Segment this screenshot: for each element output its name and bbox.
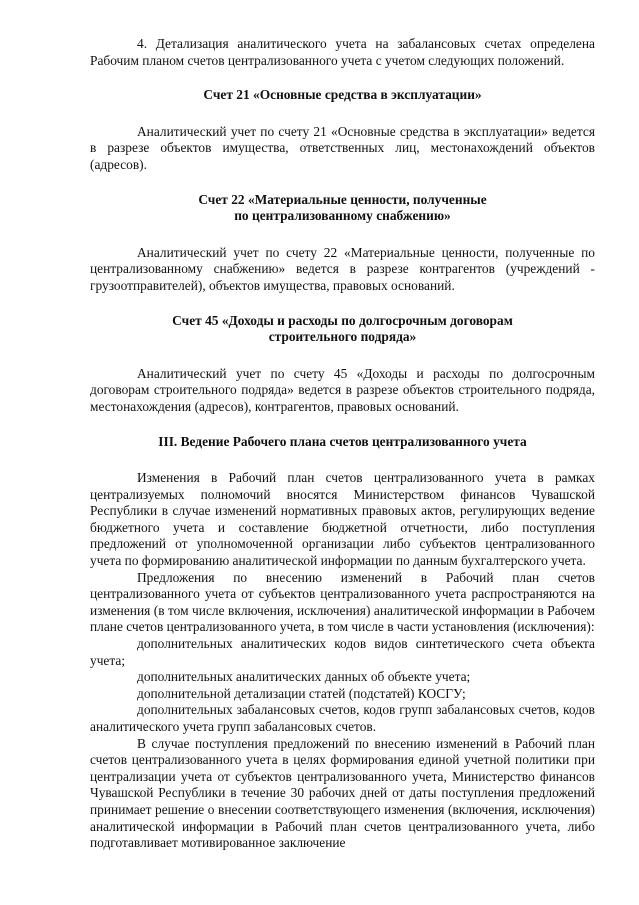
chapter-paragraph: Изменения в Рабочий план счетов централизованного учета в рамках централизуемых полномочий вносятся Министерством финансов Чувашской Республики в случае изменений нормативных правовых актов, регулирующих ведение бюджетного учета и составление бюджетной отчетности, либо поступления предложений от уполномоченной организации либо субъектов централизованного учета по формированию аналитической информации по данным бухгалтерского учета. bbox=[90, 470, 595, 569]
section-heading-account-21 bbox=[90, 87, 595, 104]
chapter-paragraph: Предложения по внесению изменений в Рабочий план счетов централизованного учета от субъектов централизованного учета распространяются на изменения (в том числе включения, исключения) аналитической информации в Рабочем плане счетов централизованного учета, в том числе в части установления (исключения): bbox=[90, 569, 595, 635]
section-heading-account-45 bbox=[90, 313, 595, 346]
section-text-account-45: Аналитический учет по счету 45 «Доходы и расходы по долгосрочным договорам строительного подряда» ведется в разрезе объектов строительного подряда, местонахождения (адресов), контрагентов, правовых оснований. bbox=[90, 365, 595, 414]
section-text-account-22: Аналитический учет по счету 22 «Материальные ценности, полученные по централизованному снабжению» ведется в разрезе контрагентов (учреждений - грузоотправителей), объектов имущества, правовых оснований. bbox=[90, 244, 595, 293]
page-content bbox=[90, 36, 595, 852]
chapter-title: III. Ведение Рабочего плана счетов централизованного учета bbox=[158, 433, 527, 449]
list-item: дополнительных аналитических кодов видов синтетического счета объекта учета; bbox=[90, 636, 595, 668]
heading-line: строительного подряда» bbox=[268, 329, 417, 345]
section-text-account-21: Аналитический учет по счету 21 «Основные средства в эксплуатации» ведется в разрезе объектов имущества, ответственных лиц, местонахождений объектов (адресов). bbox=[90, 123, 595, 172]
heading-line: Счет 22 «Материальные ценности, полученные bbox=[198, 191, 487, 207]
heading-line: Счет 45 «Доходы и расходы по долгосрочным договорам bbox=[172, 312, 513, 328]
section-heading-account-22 bbox=[90, 192, 595, 225]
intro-paragraph: 4. Детализация аналитического учета на забалансовых счетах определена Рабочим планом счетов централизованного учета с учетом следующих положений. bbox=[90, 36, 595, 68]
list-item: дополнительной детализации статей (подстатей) КОСГУ; bbox=[137, 685, 466, 701]
list-item: дополнительных забалансовых счетов, кодов групп забалансовых счетов, кодов аналитического учета групп забалансовых счетов. bbox=[90, 702, 595, 734]
list-item: дополнительных аналитических данных об объекте учета; bbox=[137, 669, 471, 685]
heading-line: Счет 21 «Основные средства в эксплуатации» bbox=[203, 87, 482, 103]
chapter-final-paragraph: В случае поступления предложений по внесению изменений в Рабочий план счетов централизованного учета в целях формирования единой учетной политики при централизации учета от субъектов централизованного учета, Министерство финансов Чувашской Республики в течение 30 рабочих дней от даты поступления предложений принимает решение о внесении соответствующего изменения (включения, исключения) аналитической информации в Рабочий план счетов централизованного учета, либо подготавливает мотивированное заключение bbox=[90, 735, 595, 851]
heading-line: по централизованному снабжению» bbox=[234, 208, 451, 224]
